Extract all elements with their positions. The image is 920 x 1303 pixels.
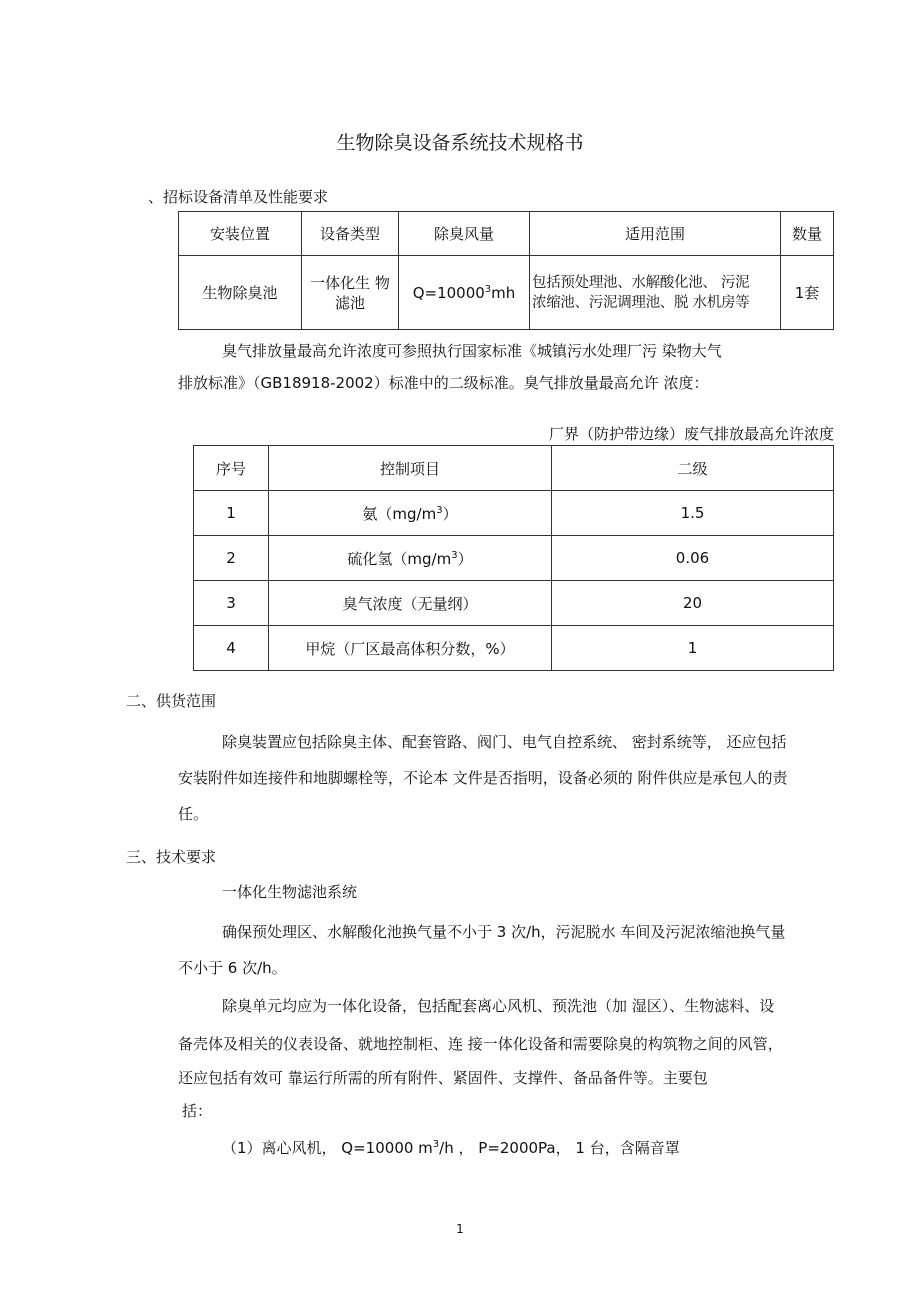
- section3-heading: 三、技术要求: [126, 848, 217, 866]
- fan-item: [222, 1138, 680, 1158]
- row-item-close: ）: [457, 549, 473, 568]
- unit-line1: 除臭单元均应为一体化设备，包括配套离心风机、预洗池（加 湿区）、生物滤料、设: [222, 997, 775, 1015]
- cell-flow-prefix: Q=10000: [412, 283, 485, 302]
- fan-item-sup: 3: [432, 1139, 440, 1150]
- equipment-table-header: [179, 212, 834, 256]
- row-value: 1.5: [552, 491, 834, 536]
- unit-line4: 括：: [182, 1102, 213, 1120]
- fan-item-prefix: （1）离心风机， Q=10000 m: [222, 1139, 433, 1157]
- limit-row: [194, 536, 834, 581]
- cell-scope-line1: 包括预处理池、水解酸化池、 污泥: [532, 274, 750, 291]
- cell-qty: 1套: [781, 256, 834, 330]
- standard-para-line1: 臭气排放量最高允许浓度可参照执行国家标准《城镇污水处理厂污 染物大气: [222, 342, 722, 360]
- section2-heading: 二、供货范围: [126, 692, 217, 710]
- header-scope: 适用范围: [530, 212, 781, 256]
- limit-row: [194, 581, 834, 626]
- ventilation-line1: 确保预处理区、水解酸化池换气量不小于 3 次/h，污泥脱水 车间及污泥浓缩池换气量: [222, 923, 786, 941]
- row-item: [269, 536, 552, 581]
- limit-row: [194, 491, 834, 536]
- row-item-sup: 3: [436, 504, 443, 516]
- row-item: [269, 491, 552, 536]
- cell-flow-suffix: mh: [491, 283, 516, 302]
- row-item: 臭气浓度（无量纲）: [269, 581, 552, 626]
- header-item: 控制项目: [269, 446, 552, 491]
- cell-scope-line2: 浓缩池、污泥调理池、脱 水机房等: [532, 294, 750, 311]
- header-type: 设备类型: [302, 212, 399, 256]
- section1-heading: 、招标设备清单及性能要求: [148, 188, 329, 206]
- limit-row: [194, 626, 834, 671]
- cell-type-line1: 一体化生 物: [310, 273, 390, 292]
- row-item: 甲烷（厂区最高体积分数，%）: [269, 626, 552, 671]
- ventilation-line2: 不小于 6 次/h。: [178, 959, 287, 977]
- limit-table-caption: 厂界（防护带边缘）废气排放最高允许浓度: [548, 425, 834, 443]
- header-no: 序号: [194, 446, 269, 491]
- row-no: 4: [194, 626, 269, 671]
- limit-table-header: [194, 446, 834, 491]
- header-location: 安装位置: [179, 212, 302, 256]
- row-item-text: 硫化氢（mg/m: [347, 549, 452, 568]
- equipment-table: [178, 211, 834, 330]
- row-no: 1: [194, 491, 269, 536]
- row-item-close: ）: [442, 504, 458, 523]
- fan-item-suffix: /h ， P=2000Pa， 1 台，含隔音罩: [439, 1139, 680, 1157]
- cell-location: 生物除臭池: [179, 256, 302, 330]
- page-number: 1: [456, 1222, 464, 1236]
- row-item-sup: 3: [451, 549, 458, 561]
- supply-line3: 任。: [178, 805, 209, 823]
- cell-type: [302, 256, 399, 330]
- unit-line3: 还应包括有效可 靠运行所需的所有附件、紧固件、支撑件、备品备件等。主要包: [178, 1069, 708, 1087]
- equipment-table-row: [179, 256, 834, 330]
- row-value: 20: [552, 581, 834, 626]
- row-item-text: 氨（mg/m: [362, 504, 437, 523]
- standard-para-line2: 排放标准》（GB18918-2002）标准中的二级标准。臭气排放量最高允许 浓度：: [178, 374, 709, 392]
- cell-scope: [530, 256, 781, 330]
- header-grade: 二级: [552, 446, 834, 491]
- header-qty: 数量: [781, 212, 834, 256]
- section3-subheading: 一体化生物滤池系统: [222, 883, 358, 901]
- cell-type-line2: 滤池: [334, 293, 365, 312]
- row-no: 2: [194, 536, 269, 581]
- page-title: 生物除臭设备系统技术规格书: [336, 132, 584, 154]
- cell-flow-sup: 3: [484, 283, 492, 295]
- row-value: 0.06: [552, 536, 834, 581]
- unit-line2: 备壳体及相关的仪表设备、就地控制柜、连 接一体化设备和需要除臭的构筑物之间的风管，: [178, 1035, 783, 1053]
- supply-line2: 安装附件如连接件和地脚螺栓等，不论本 文件是否指明，设备必须的 附件供应是承包人的责: [178, 769, 788, 787]
- supply-line1: 除臭装置应包括除臭主体、配套管路、阀门、电气自控系统、 密封系统等， 还应包括: [222, 733, 787, 751]
- row-no: 3: [194, 581, 269, 626]
- cell-flow: [399, 256, 530, 330]
- row-value: 1: [552, 626, 834, 671]
- limit-table: [193, 445, 834, 671]
- header-flow: 除臭风量: [399, 212, 530, 256]
